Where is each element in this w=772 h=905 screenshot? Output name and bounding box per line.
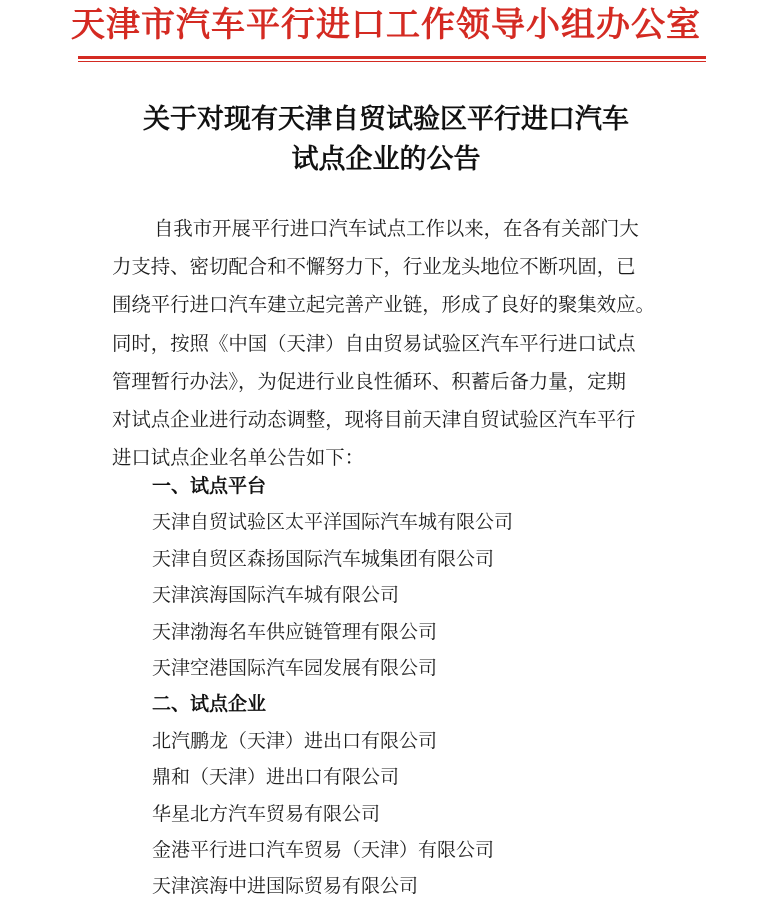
list-item: 天津空港国际汽车园发展有限公司 — [152, 656, 438, 679]
body-line: 自我市开展平行进口汽车试点工作以来，在各有关部门大 — [154, 217, 639, 240]
list-item: 金港平行进口汽车贸易（天津）有限公司 — [152, 838, 495, 861]
list-item: 华星北方汽车贸易有限公司 — [152, 802, 381, 825]
body-line: 力支持、密切配合和不懈努力下，行业龙头地位不断巩固，已 — [112, 255, 636, 279]
announcement-body — [112, 210, 672, 477]
list-item: 北汽鹏龙（天津）进出口有限公司 — [152, 729, 438, 752]
list-item: 天津滨海国际汽车城有限公司 — [152, 584, 400, 607]
letterhead-rule-thin — [78, 61, 706, 62]
body-line: 对试点企业进行动态调整，现将目前天津自贸试验区汽车平行 — [112, 408, 636, 432]
list-item: 天津滨海中进国际贸易有限公司 — [152, 875, 419, 898]
letterhead-rule-thick — [78, 56, 706, 59]
list-item: 天津自贸试验区太平洋国际汽车城有限公司 — [152, 511, 514, 534]
document-title-line-2: 试点企业的公告 — [291, 144, 481, 175]
list-item: 鼎和（天津）进出口有限公司 — [152, 766, 400, 789]
list-item: 天津渤海名车供应链管理有限公司 — [152, 620, 438, 643]
body-line: 管理暂行办法》，为促进行业良性循环、积蓄后备力量，定期 — [112, 369, 626, 393]
section-heading-pilot-platforms: 一、试点平台 — [152, 475, 267, 497]
section-heading-pilot-enterprises: 二、试点企业 — [152, 693, 267, 716]
document-title — [0, 100, 772, 180]
company-list — [152, 468, 712, 905]
body-line: 进口试点企业名单公告如下： — [112, 446, 365, 470]
letterhead-org-name: 天津市汽车平行进口工作领导小组办公室 — [71, 5, 701, 45]
body-line: 围绕平行进口汽车建立起完善产业链，形成了良好的聚集效应。 — [112, 293, 655, 317]
list-item: 天津自贸区森扬国际汽车城集团有限公司 — [152, 547, 495, 570]
body-line: 同时，按照《中国（天津）自由贸易试验区汽车平行进口试点 — [112, 331, 636, 355]
document-title-line-1: 关于对现有天津自贸试验区平行进口汽车 — [143, 104, 629, 135]
